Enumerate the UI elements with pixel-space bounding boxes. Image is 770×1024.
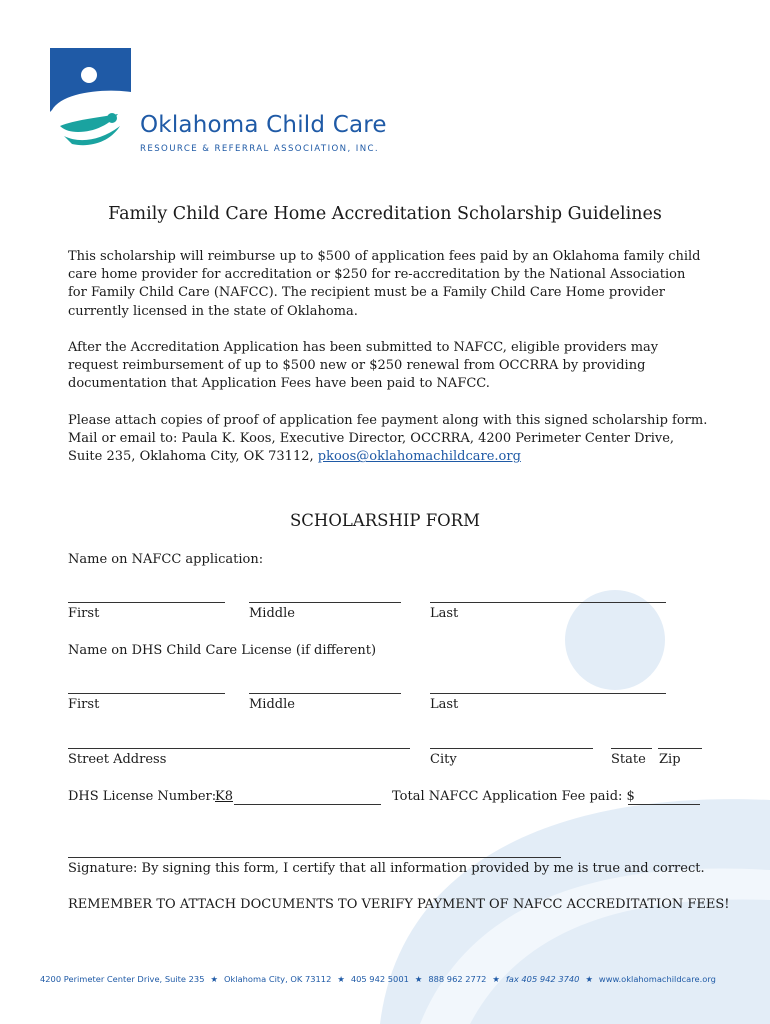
application-fee-label: Total NAFCC Application Fee paid: $ bbox=[392, 789, 635, 804]
nafcc-first-label: First bbox=[68, 606, 100, 621]
nafcc-middle-label: Middle bbox=[249, 606, 295, 621]
mailing-instructions: Please attach copies of proof of application fee payment along with this signed scholarship form. Mail or email to: Paula K. Koos, Executive Director, OCCRRA, 4200 Perimeter Center Drive, Suite 235, Oklahoma City, OK 73112, bbox=[68, 413, 708, 465]
footer-address: 4200 Perimeter Center Drive, Suite 235 bbox=[40, 974, 205, 984]
state-field[interactable] bbox=[611, 748, 652, 749]
logo-emblem bbox=[50, 48, 131, 154]
license-number-prefix: K8 bbox=[215, 789, 233, 804]
dhs-middle-name-field[interactable] bbox=[249, 693, 401, 694]
street-address-label: Street Address bbox=[68, 752, 167, 767]
dhs-first-name-field[interactable] bbox=[68, 693, 225, 694]
guidelines-paragraph-1: This scholarship will reimburse up to $500 of application fees paid by an Oklahoma family child care home provider for accreditation or $250 for re-accreditation by the National Association for Family Child Care (NAFCC). The recipient must be a Family Child Care Home provider currently licensed in the state of Oklahoma. bbox=[68, 249, 701, 319]
logo-subtitle: RESOURCE & REFERRAL ASSOCIATION, INC. bbox=[140, 144, 380, 154]
form-title: SCHOLARSHIP FORM bbox=[290, 511, 480, 530]
city-field[interactable] bbox=[430, 748, 593, 749]
zip-label: Zip bbox=[659, 752, 681, 767]
star-icon: ★ bbox=[585, 974, 593, 984]
dhs-last-name-field[interactable] bbox=[430, 693, 666, 694]
signature-certification: Signature: By signing this form, I certify that all information provided by me is true and correct. bbox=[68, 861, 705, 876]
star-icon: ★ bbox=[492, 974, 500, 984]
dhs-last-label: Last bbox=[430, 697, 459, 712]
organization-logo bbox=[50, 48, 410, 163]
city-label: City bbox=[430, 752, 457, 767]
nafcc-last-label: Last bbox=[430, 606, 459, 621]
logo-name: Oklahoma Child Care bbox=[140, 112, 387, 138]
footer-website[interactable]: www.oklahomachildcare.org bbox=[598, 974, 716, 984]
star-icon: ★ bbox=[414, 974, 423, 984]
nafcc-name-label: Name on NAFCC application: bbox=[68, 552, 264, 567]
dhs-first-label: First bbox=[68, 697, 100, 712]
star-icon: ★ bbox=[337, 974, 345, 984]
state-label: State bbox=[611, 752, 646, 767]
license-number-field[interactable] bbox=[234, 804, 381, 805]
reminder-note: REMEMBER TO ATTACH DOCUMENTS TO VERIFY PAYMENT OF NAFCC ACCREDITATION FEES! bbox=[68, 897, 730, 912]
license-number-label: DHS License Number: bbox=[68, 789, 217, 804]
footer-contact bbox=[40, 974, 760, 984]
contact-email-link[interactable]: pkoos@oklahomachildcare.org bbox=[317, 449, 521, 465]
street-address-field[interactable] bbox=[68, 748, 410, 749]
nafcc-first-name-field[interactable] bbox=[68, 602, 225, 603]
application-fee-field[interactable] bbox=[628, 804, 700, 805]
document-title: Family Child Care Home Accreditation Scholarship Guidelines bbox=[108, 204, 662, 224]
nafcc-last-name-field[interactable] bbox=[430, 602, 666, 603]
footer-fax: fax 405 942 3740 bbox=[505, 974, 580, 984]
nafcc-middle-name-field[interactable] bbox=[249, 602, 401, 603]
signature-field[interactable] bbox=[68, 857, 561, 858]
footer-city: Oklahoma City, OK 73112 bbox=[223, 974, 332, 984]
guidelines-paragraph-3 bbox=[68, 412, 708, 467]
dhs-name-label: Name on DHS Child Care License (if different) bbox=[68, 643, 377, 658]
logo-figure-icon bbox=[50, 48, 131, 154]
zip-field[interactable] bbox=[658, 748, 702, 749]
star-icon: ★ bbox=[210, 974, 218, 984]
footer-phone-tollfree: 888 962 2772 bbox=[428, 974, 487, 984]
footer-phone: 405 942 5001 bbox=[350, 974, 409, 984]
dhs-middle-label: Middle bbox=[249, 697, 295, 712]
guidelines-paragraph-2: After the Accreditation Application has been submitted to NAFCC, eligible providers may request reimbursement of up to $500 new or $250 renewal from OCCRRA by providing documentation that Application Fees have been paid to NAFCC. bbox=[68, 340, 659, 392]
